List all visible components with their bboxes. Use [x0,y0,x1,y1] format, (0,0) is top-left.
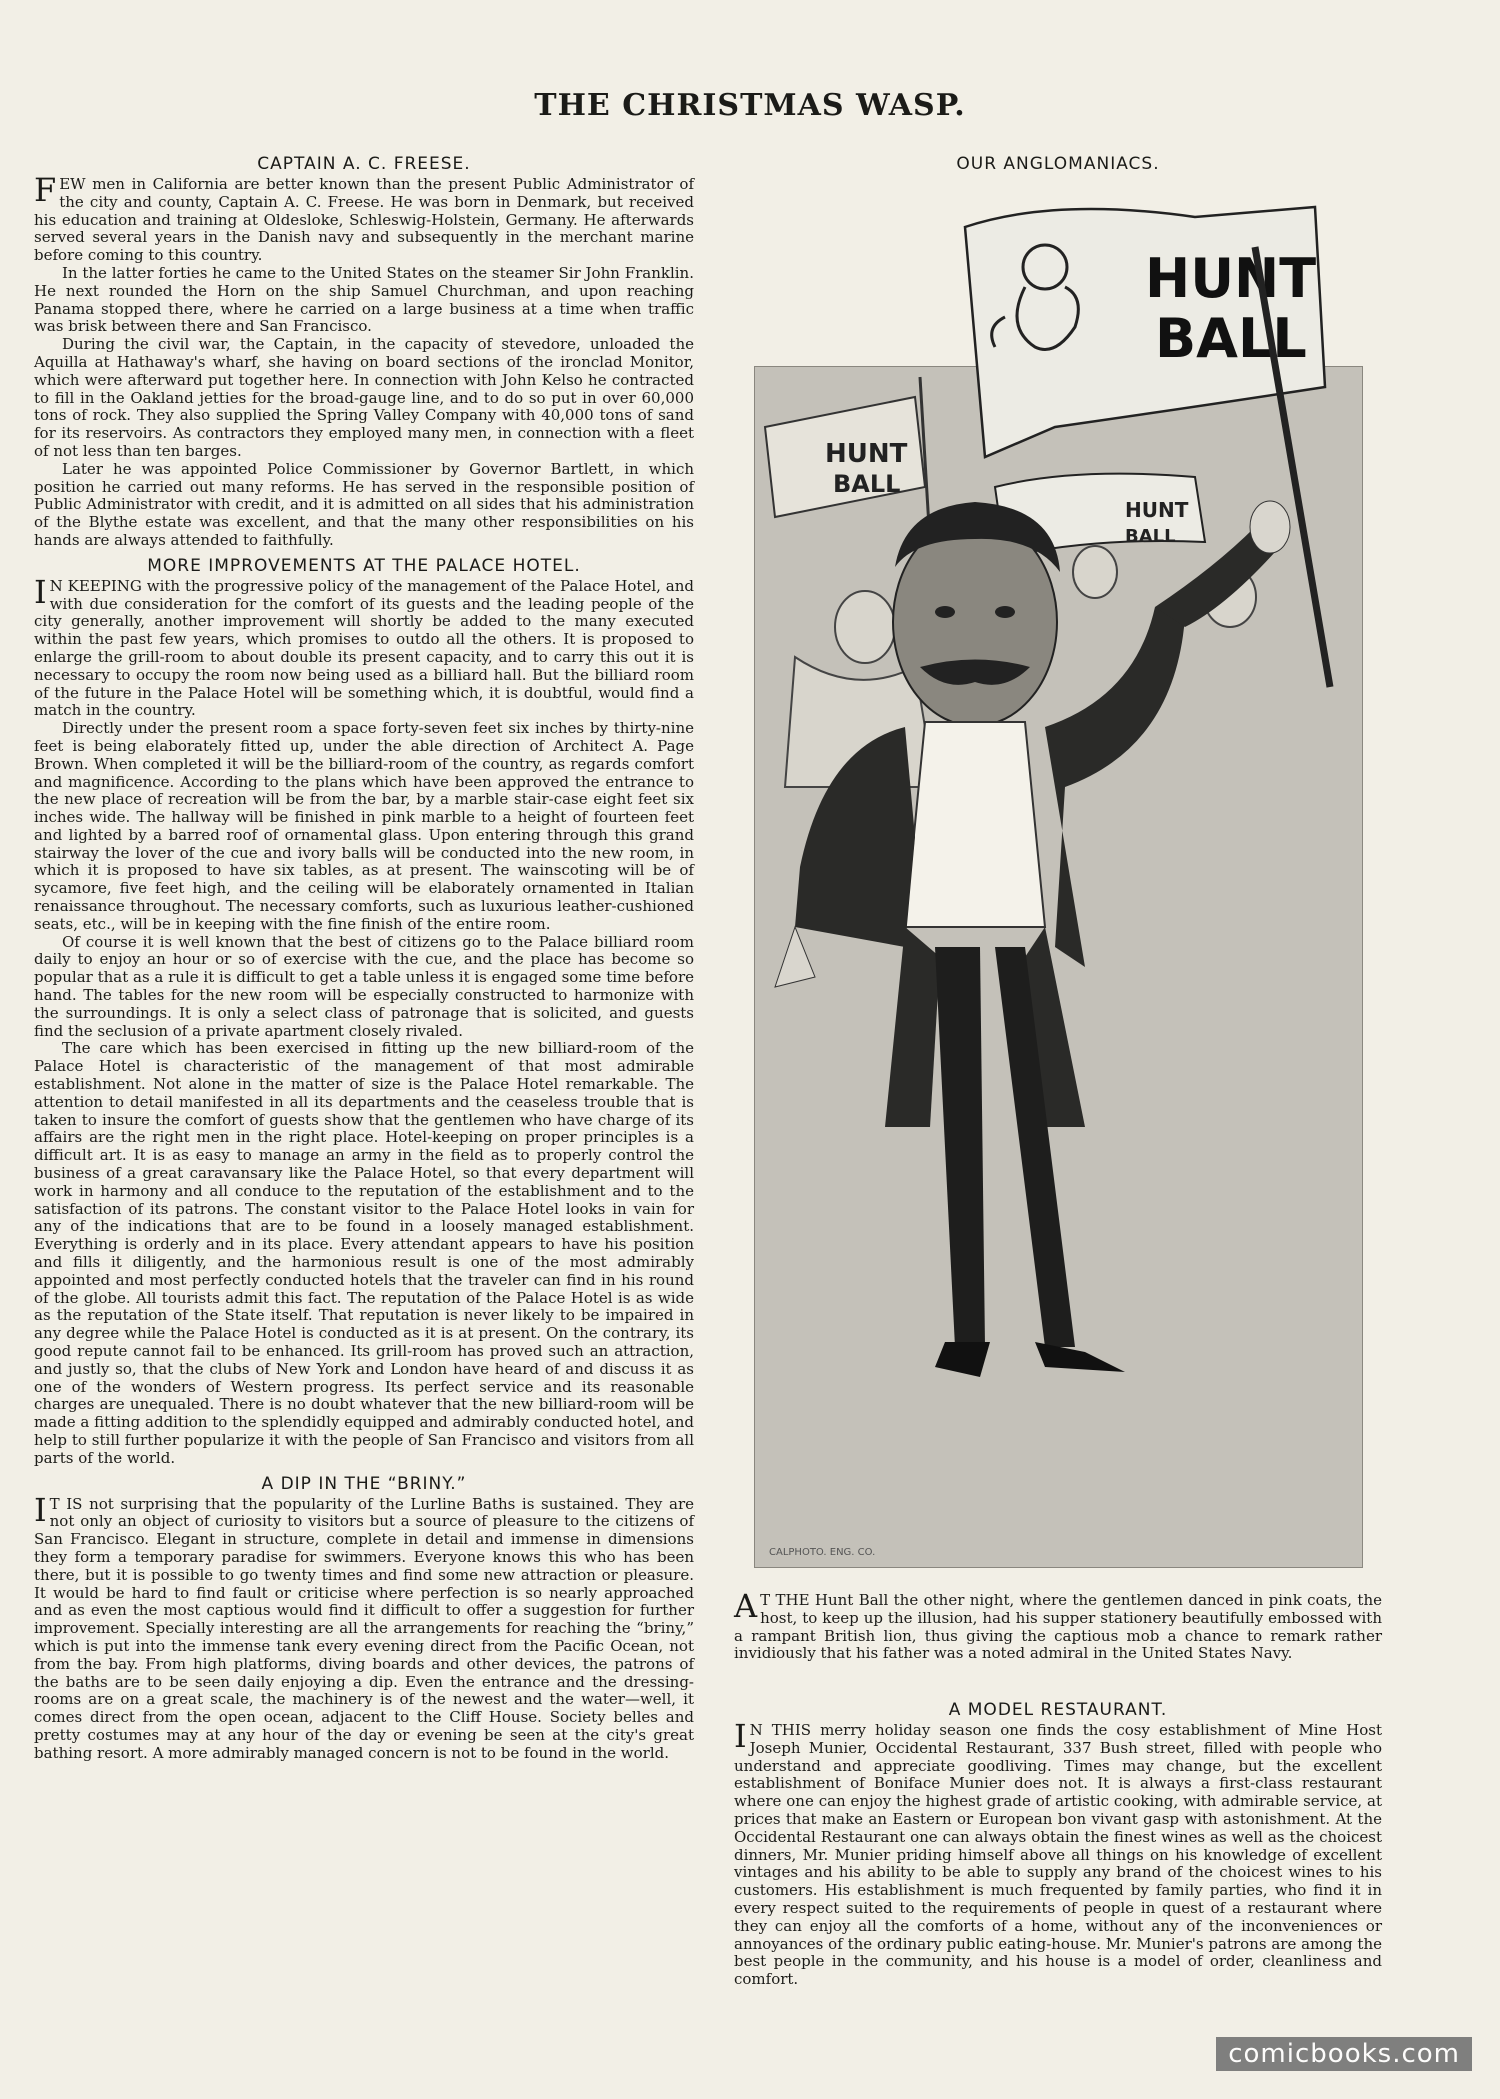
caption-body [734,1587,1382,1663]
article-heading: A DIP IN THE “BRINY.” [261,1473,467,1494]
caricature-illustration [754,247,1363,1568]
paragraph: Later he was appointed Police Commissioner by Governor Bartlett, in which position he carried out many reforms. He has served in the responsible position of Public Administrator with credit, and it is admitted on all sides that his administration of the Blythe estate was excellent, and that the many other responsibilities on his hands are always attended to faithfully. [34,459,694,549]
paragraph: Of course it is well known that the best of citizens go to the Palace billiard room daily to enjoy an hour or so of exercise with the cue, and the place has become so popular that as a rule it is difficult to get a table unless it is engaged some time before hand. The tables for the new room will be especially constructed to harmonize with the surroundings. It is only a select class of patronage that is solicited, and guests find the seclusion of a private apartment closely rivaled. [34,932,694,1040]
main-flag-text: HUNT [1145,247,1317,310]
article-palace-hotel [34,556,694,1468]
article-body [734,1717,1382,1989]
article-model-restaurant [734,1696,1382,1989]
article-body [34,1490,694,1763]
flag-text-small: HUNT [825,439,908,469]
paragraph: FEW men in California are better known than the present Public Administrator of the city and county, Captain A. C. Freese. He was born in Denmark, but received his education and training at Oldesloke, Schleswig-Holstein, Germany. He afterwards served several years in the Danish navy and subsequently in the merchant marine before coming to this country. [34,171,694,265]
flag-text-small: BALL [833,470,901,498]
article-heading: A MODEL RESTAURANT. [948,1700,1168,1720]
article-body [34,171,694,550]
article-body [34,572,694,1468]
left-column [34,150,694,1769]
article-heading: MORE IMPROVEMENTS AT THE PALACE HOTEL. [147,555,581,576]
paragraph: IT IS not surprising that the popularity of the Lurline Baths is sustained. They are not only an object of curiosity to visitors but a source of pleasure to the citizens of San Francisco. Elegant in structure, complete in detail and immense in dimensions they form a temporary paradise for swimmers. Everyone knows this who has been there, but it is possible to go twenty times and find some new attraction or pleasure. It would be hard to find fault or criticise where perfection is so nearly approached and as even the most captious would find it difficult to offer a suggestion for further improvement. Specially interesting are all the arrangements for reaching the “briny,” which is put into the immense tank every evening direct from the Pacific Ocean, not from the bay. From high platforms, diving boards and other devices, the patrons of the baths are to be seen daily enjoying a dip. Even the entrance and the dressing-rooms are on a great scale, the machinery is of the newest and the water—well, it comes direct from the open ocean, adjacent to the Cliff House. Society belles and pretty costumes may at any hour of the day or evening be seen at the city's great bathing resort. A more admirably managed concern is not to be found in the world. [34,1490,694,1762]
main-flag-text: BALL [1155,307,1307,370]
engraver-credit: CALPHOTO. ENG. CO. [769,1547,876,1558]
flag-text-small: HUNT [1125,498,1189,522]
illustration-caption [734,1587,1382,1663]
right-column [734,150,1382,176]
paragraph: During the civil war, the Captain, in the capacity of stevedore, unloaded the Aquilla at Hathaway's wharf, she having on board sections of the ironclad Monitor, which were afterward put together here. In connection with John Kelso he contracted to fill in the Oakland jetties for the broad-gauge line, and to do so put in over 60,000 tons of rock. They also supplied the Spring Valley Company with 40,000 tons of sand for its reservoirs. As contractors they employed many men, in connection with a fleet of not less than ten barges. [34,335,694,460]
paragraph: The care which has been exercised in fitting up the new billiard-room of the Palace Hotel is characteristic of the management of that most admirable establishment. Not alone in the matter of size is the Palace Hotel remarkable. The attention to detail manifested in all its departments and the ceaseless trouble that is taken to insure the comfort of guests show that the gentlemen who have charge of its affairs are the right men in the right place. Hotel-keeping on proper principles is a difficult art. It is as easy to manage an army in the field as to properly control the business of a great caravansary like the Palace Hotel, so that every department will work in harmony and all conduce to the reputation of the establishment and to the satisfaction of its patrons. The constant visitor to the Palace Hotel looks in vain for any of the indications that are to be found in a loosely managed establishment. Everything is orderly and in its place. Every attendant appears to have his position and fills it diligently, and the harmonious result is one of the most admirably appointed and most perfectly conducted hotels that the traveler can find in his round of the globe. All tourists admit this fact. The reputation of the Palace Hotel is as wide as the reputation of the State itself. That reputation is never likely to be impaired in any degree while the Palace Hotel is conducted as it is at present. On the contrary, its good repute cannot fail to be enhanced. Its grill-room has proved such an attraction, and justly so, that the clubs of New York and London have heard of and discuss it as one of the wonders of Western progress. Its perfect service and its reasonable charges are unequaled. There is no doubt whatever that the new billiard-room will be made a fitting addition to the splendidly equipped and admirably conducted hotel, and help to still further popularize it with the people of San Francisco and visitors from all parts of the world. [34,1039,694,1467]
watermark: comicbooks.com [1216,2037,1472,2071]
article-freese [34,154,694,550]
flag-text-small: BALL [1125,526,1176,547]
paragraph: IN KEEPING with the progressive policy of the management of the Palace Hotel, and with due consideration for the comfort of its guests and the leading people of the city generally, another improvement will shortly be added to the many executed within the past few years, which promises to outdo all the others. It is proposed to enlarge the grill-room to about double its present capacity, and to carry this out it is necessary to occupy the room now being used as a billiard hall. But the billiard room of the future in the Palace Hotel will be something which, it is doubtful, would find a match in the country. [34,572,694,720]
paragraph: Directly under the present room a space forty-seven feet six inches by thirty-nine feet is being elaborately fitted up, under the able direction of Architect A. Page Brown. When completed it will be the billiard-room of the country, as regards comfort and magnificence. According to the plans which have been approved the entrance to the new place of recreation will be from the bar, by a marble stair-case eight feet six inches wide. The hallway will be finished in pink marble to a height of fourteen feet and lighted by a barred roof of ornamental glass. Upon entering through this grand stairway the lover of the cue and ivory balls will be conducted into the new room, in which it is proposed to have six tables, as at present. The wainscoting will be of sycamore, five feet high, and the ceiling will be elaborately ornamented in Italian renaissance throughout. The necessary comforts, such as luxurious leather-cushioned seats, etc., will be in keeping with the fine finish of the entire room. [34,719,694,933]
caricature-drawing [755,247,1362,1567]
page-title: THE CHRISTMAS WASP. [534,88,966,123]
paragraph: IN THIS merry holiday season one finds the cosy establishment of Mine Host Joseph Munier, Occidental Restaurant, 337 Bush street, filled with people who understand and appreciate goodliving. Times may change, but the excellent establishment of Boniface Munier does not. It is always a first-class restaurant where one can enjoy the highest grade of artistic cooking, with admirable service, at prices that make an Eastern or European bon vivant gasp with astonishment. At the Occidental Restaurant one can always obtain the finest wines as well as the choicest dinners, Mr. Munier priding himself above all things on his knowledge of excellent vintages and his ability to be able to supply any brand of the choicest wines to his customers. His establishment is much frequented by family parties, who find it in every respect suited to the requirements of people in quest of a restaurant where they can enjoy all the comforts of a home, without any of the inconveniences or annoyances of the ordinary public eating-house. Mr. Munier's patrons are among the best people in the community, and his house is a model of order, cleanliness and comfort. [734,1717,1382,1989]
paragraph: AT THE Hunt Ball the other night, where the gentlemen danced in pink coats, the host, to keep up the illusion, had his supper stationery beautifully embossed with a rampant British lion, thus giving the captious mob a chance to remark rather invidiously that his father was a noted admiral in the United States Navy. [734,1587,1382,1663]
paragraph: In the latter forties he came to the United States on the steamer Sir John Franklin. He next rounded the Horn on the ship Samuel Churchman, and upon reaching Panama stopped there, where he carried on a large business at a time when traffic was brisk between there and San Francisco. [34,263,694,336]
illustration-heading: OUR ANGLOMANIACS. [956,154,1160,174]
article-briny [34,1474,694,1763]
article-heading: CAPTAIN A. C. FREESE. [257,154,471,174]
